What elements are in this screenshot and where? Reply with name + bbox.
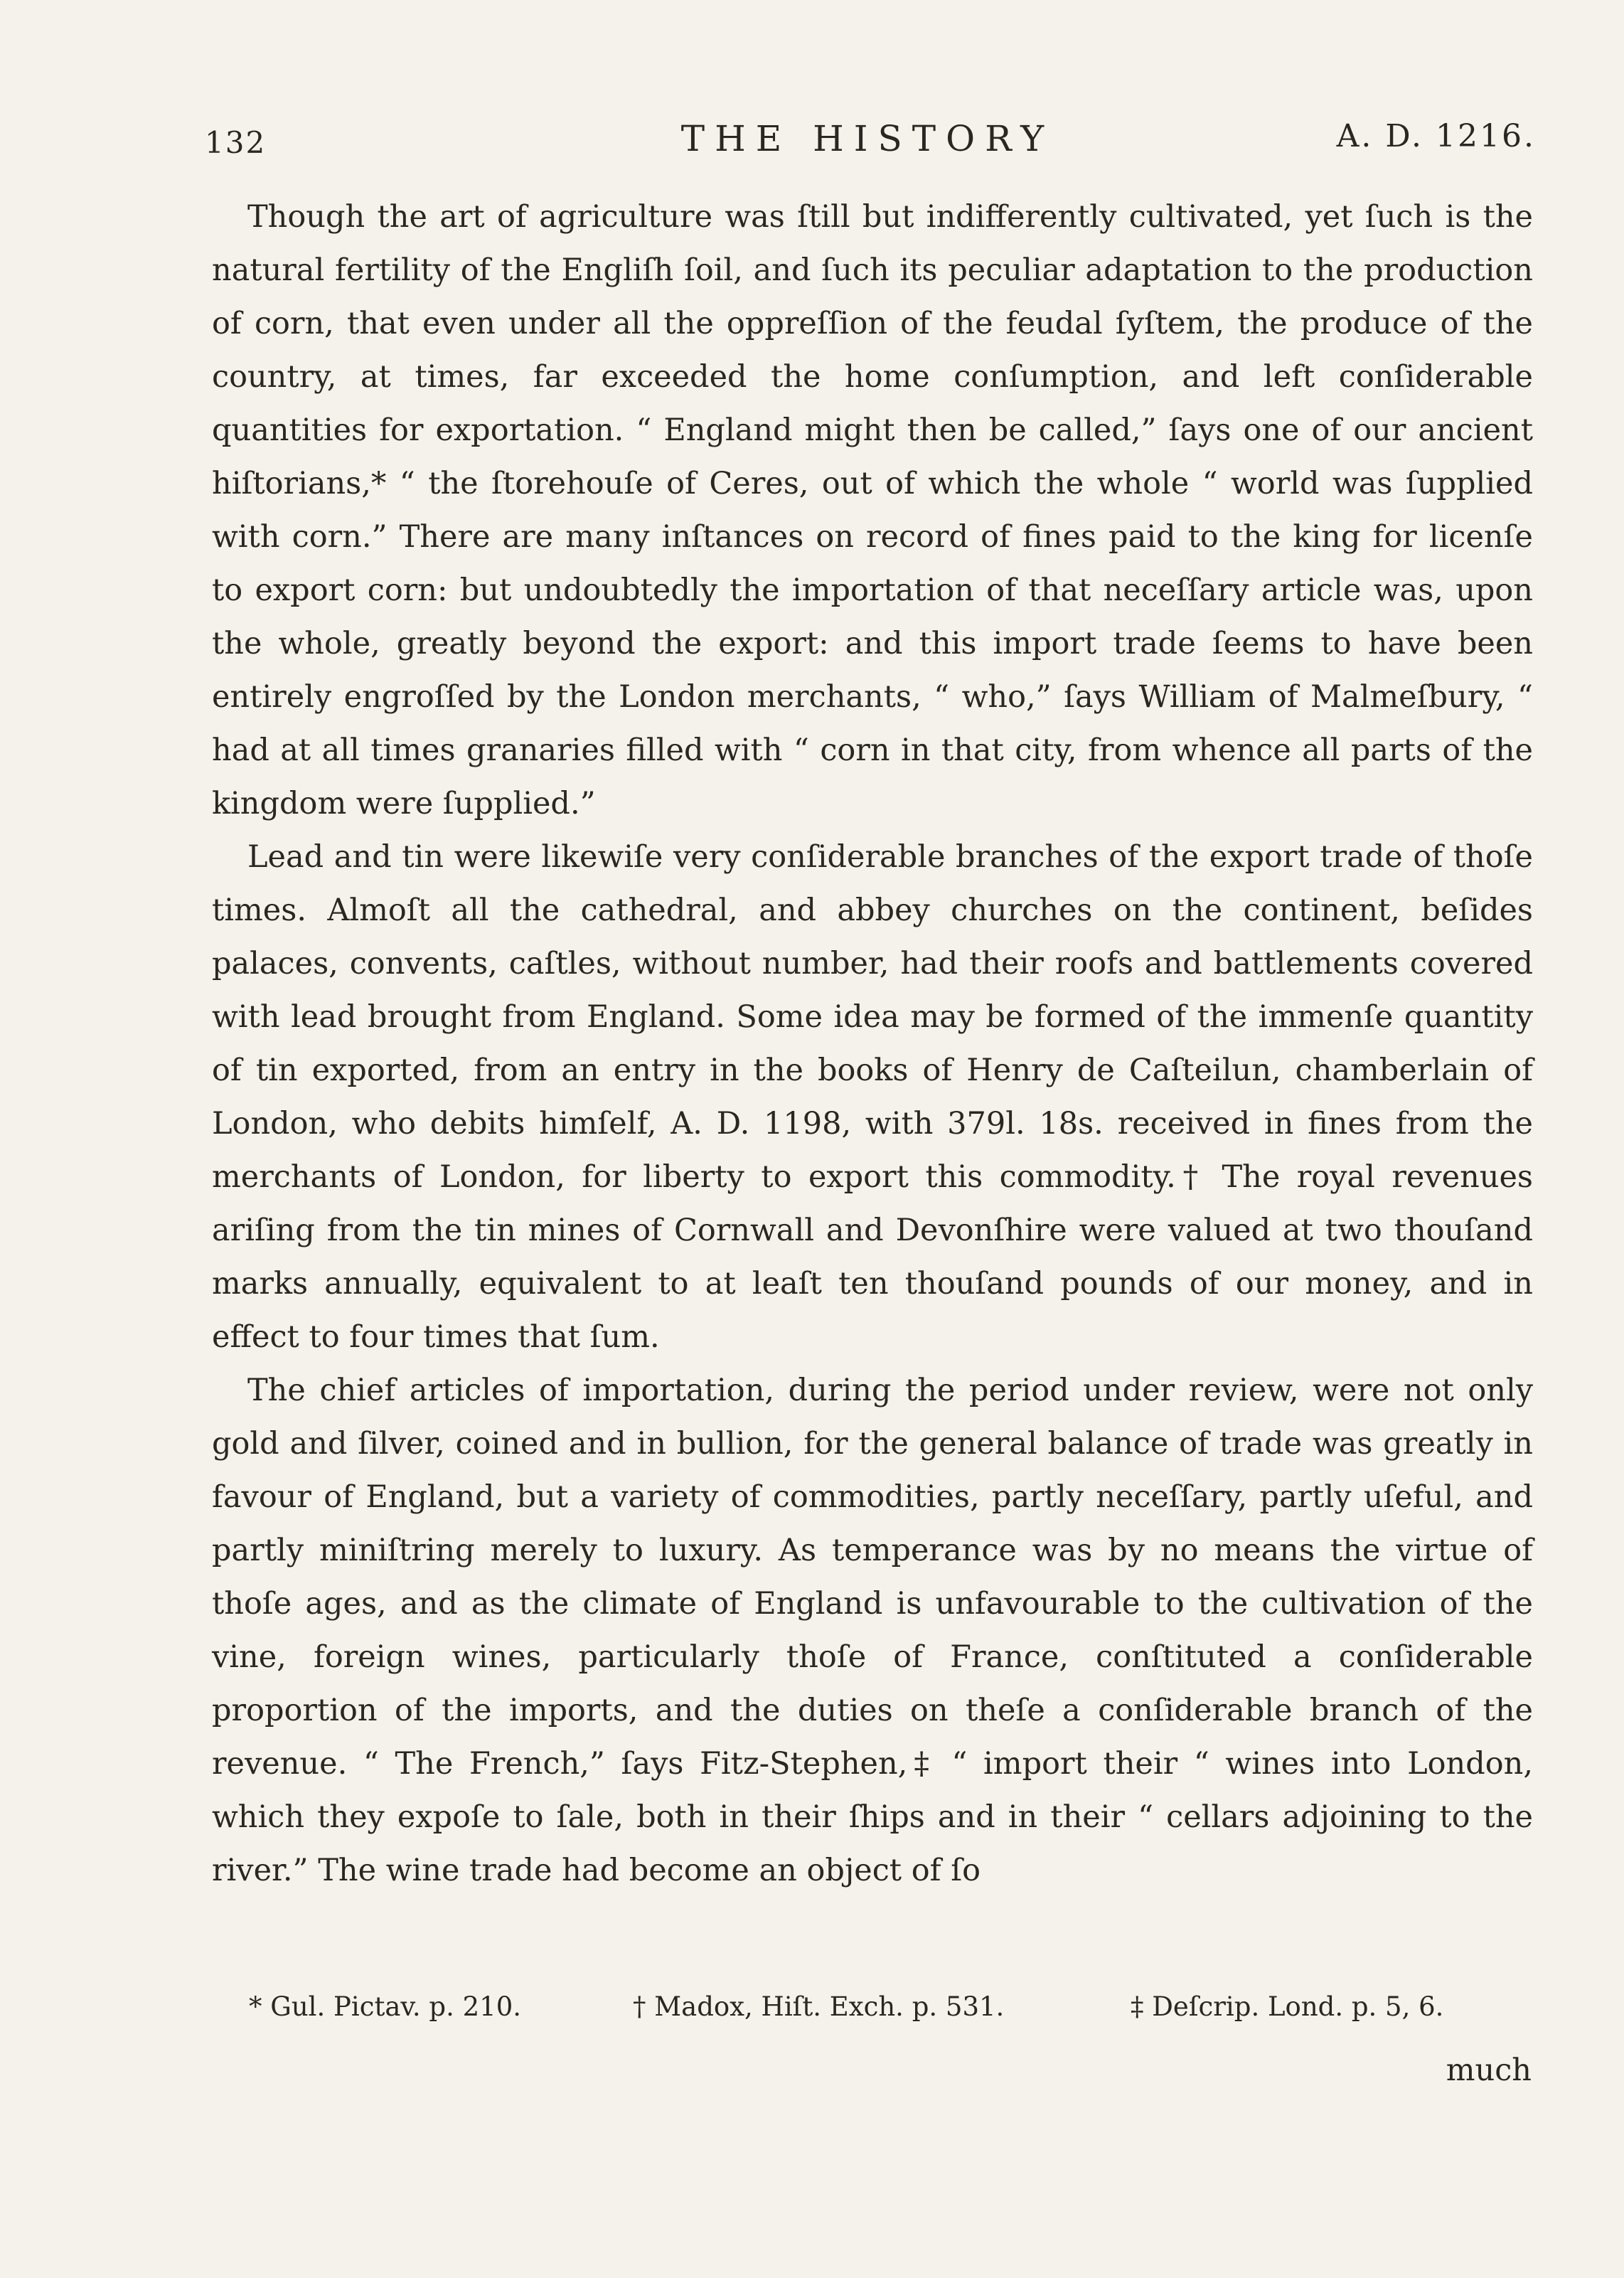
paragraph-imports: The chief articles of importation, during the period under review, were not only gold and ſilver, coined and in bullion, for the general balance of trade was greatly in favour of England, but a variety of commodities, partly neceſſary, partly uſeful, and partly miniſtring merely to luxury. As temperance was by no means the virtue of thoſe ages, and as the climate of England is unfavourable to the cultivation of the vine, foreign wines, particularly thoſe of France, conſtituted a conſiderable proportion of the imports, and the duties on theſe a conſiderable branch of the revenue. “ The French,” ſays Fitz-Stephen,‡ “ import their “ wines into London, which they expoſe to ſale, both in their ſhips and in their “ cellars adjoining to the river.” The wine trade had become an object of ſo [212,1373,1533,1888]
running-date: A. D. 1216. [1336,118,1536,154]
page-number: 132 [205,125,267,160]
paragraph-lead-and-tin: Lead and tin were likewiſe very conſiderable branches of the export trade of thoſe times. Almoſt all the cathedral, and abbey churches on the continent, beſides palaces, convents, caſtles, without number, had their roofs and battlements covered with lead brought from England. Some idea may be formed of the immenſe quantity of tin exported, from an entry in the books of Henry de Caſteilun, chamberlain of London, who debits himſelf, A. D. 1198, with 379l. 18s. received in fines from the merchants of London, for liberty to export this commodity.† The royal revenues ariſing from the tin mines of Cornwall and Devonſhire were valued at two thouſand marks annually, equivalent to at leaſt ten thouſand pounds of our money, and in effect to four times that ſum. [212,839,1533,1355]
running-title: THE HISTORY [680,118,1054,159]
footnote-3: ‡ Deſcrip. Lond. p. 5, 6. [1131,1991,1444,2022]
catchword: much [1446,2053,1532,2088]
body-text [212,191,1533,1898]
page-header [199,114,1536,171]
footnote-1: * Gul. Pictav. p. 210. [249,1991,522,2022]
footnote-2: † Madox, Hiſt. Exch. p. 531. [633,1991,1005,2022]
paragraph-agriculture: Though the art of agriculture was ſtill but indifferently cultivated, yet ſuch is the natural fertility of the Engliſh ſoil, and ſuch its peculiar adaptation to the production of corn, that even under all the oppreſſion of the feudal ſyſtem, the produce of the country, at times, far exceeded the home conſumption, and left conſiderable quantities for exportation. “ England might then be called,” ſays one of our ancient hiſtorians,* “ the ſtorehouſe of Ceres, out of which the whole “ world was ſupplied with corn.” There are many inſtances on record of fines paid to the king for licenſe to export corn: but undoubtedly the importation of that neceſſary article was, upon the whole, greatly beyond the export: and this import trade ſeems to have been entirely engroſſed by the London merchants, “ who,” ſays William of Malmeſbury, “ had at all times granaries filled with “ corn in that city, from whence all parts of the kingdom were ſupplied.” [212,199,1533,821]
footnotes [249,1991,1529,2034]
